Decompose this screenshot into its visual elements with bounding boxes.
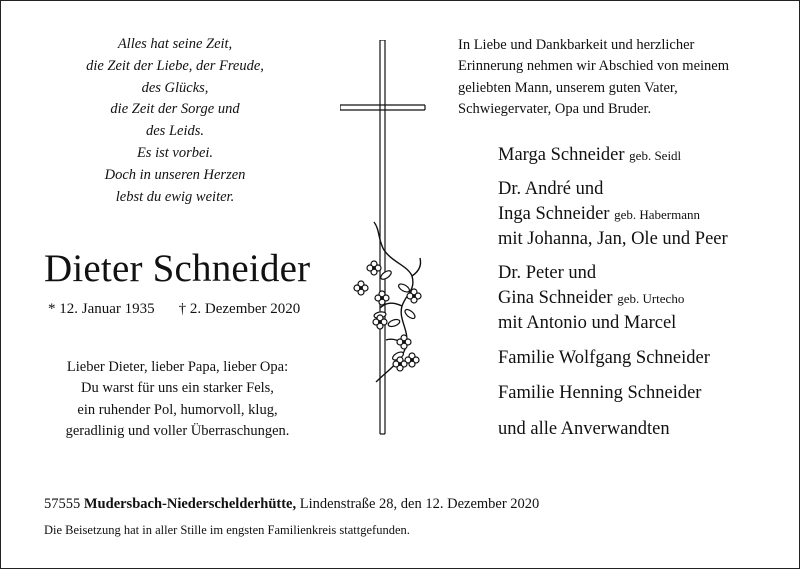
mourner-marga: [498, 143, 681, 168]
mourner-relatives: und alle Anverwandten: [498, 419, 670, 439]
intro-line: In Liebe und Dankbarkeit und herzlicher: [458, 37, 695, 53]
intro-line: Schwiegervater, Opa und Bruder.: [458, 101, 652, 118]
tribute: [40, 357, 315, 442]
life-dates: [48, 299, 300, 319]
footer-address: [44, 494, 539, 514]
zip-code: 57555: [44, 496, 81, 512]
mourner-family-henning: Familie Henning Schneider: [498, 383, 702, 403]
maiden-name: geb. Urtecho: [617, 291, 685, 306]
intro-line: Erinnerung nehmen wir Abschied von meinem: [458, 58, 730, 75]
poem-line: des Glücks,: [141, 79, 209, 96]
mourner-gina: [498, 286, 684, 311]
cross-with-flowers-icon: [340, 40, 440, 440]
street-date: Lindenstraße 28, den 12. Dezember 2020: [299, 496, 540, 512]
poem-line: lebst du ewig weiter.: [115, 188, 235, 205]
deceased-name: Dieter Schneider: [44, 247, 311, 290]
intro-text: [458, 35, 788, 121]
tribute-line: Lieber Dieter, lieber Papa, lieber Opa:: [66, 359, 289, 375]
mourner-name: Marga Schneider: [498, 145, 625, 165]
mourner-andre: Dr. André und: [498, 179, 604, 199]
burial-note: Die Beisetzung hat in aller Stille im engsten Familienkreis stattgefunden.: [44, 523, 410, 537]
maiden-name: geb. Seidl: [629, 148, 682, 163]
poem-line: die Zeit der Sorge und: [110, 101, 240, 118]
poem-line: des Leids.: [146, 123, 204, 140]
mourner-name: Inga Schneider: [498, 204, 610, 224]
death-date: † 2. Dezember 2020: [178, 301, 301, 317]
poem-line: Doch in unseren Herzen: [104, 166, 246, 183]
mourner-children: mit Antonio und Marcel: [498, 313, 677, 333]
town: Mudersbach-Niederschelderhütte,: [83, 496, 297, 512]
intro-line: geliebten Mann, unserem guten Vater,: [458, 79, 678, 96]
maiden-name: geb. Habermann: [614, 207, 701, 222]
mourner-peter: Dr. Peter und: [498, 263, 597, 283]
poem-line: Alles hat seine Zeit,: [117, 36, 233, 52]
poem-line: Es ist vorbei.: [136, 144, 214, 161]
tribute-line: ein ruhender Pol, humorvoll, klug,: [77, 401, 278, 418]
mourner-children: mit Johanna, Jan, Ole und Peer: [498, 229, 728, 249]
tribute-line: geradlinig und voller Überraschungen.: [65, 422, 290, 439]
mourner-inga: [498, 202, 700, 227]
tribute-line: Du warst für uns ein starker Fels,: [81, 380, 274, 397]
mourner-family-wolfgang: Familie Wolfgang Schneider: [498, 348, 710, 368]
poem-line: die Zeit der Liebe, der Freude,: [86, 57, 264, 74]
birth-date: * 12. Januar 1935: [48, 301, 155, 317]
poem: [40, 34, 310, 208]
mourner-name: Gina Schneider: [498, 288, 613, 308]
